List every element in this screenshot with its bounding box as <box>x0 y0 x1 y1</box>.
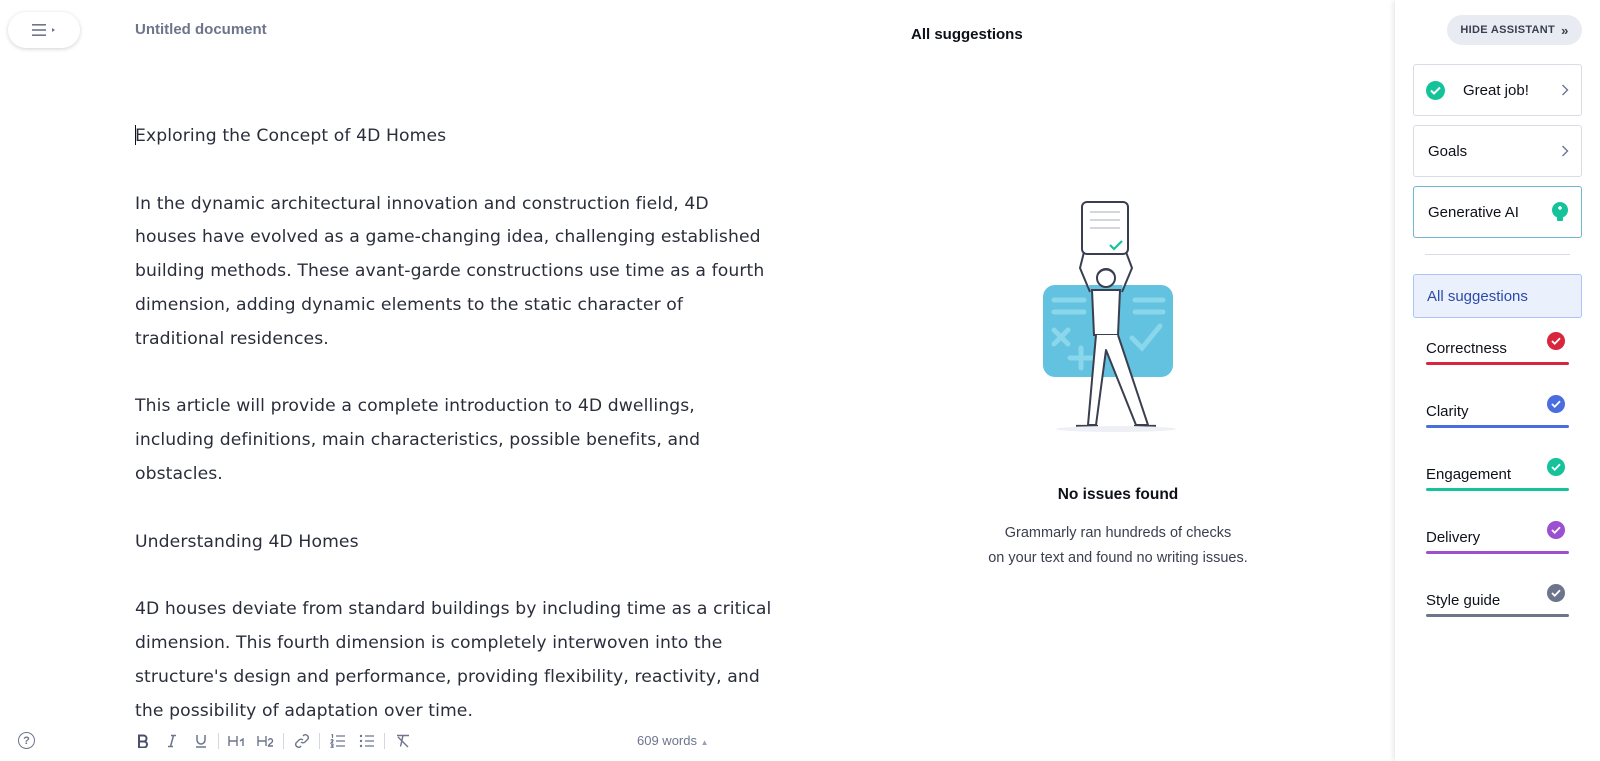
paragraph: 4D houses deviate from standard buildings by including time as a critical dimension. This fourth dimension is completely interwoven into the structure's design and performance, providing flexibility, reactivity, and the possibility of adaptation over time. <box>135 599 772 721</box>
heading1-icon <box>228 734 246 748</box>
category-delivery[interactable] <box>1426 521 1569 561</box>
category-label: Style guide <box>1426 592 1501 609</box>
section-heading: Understanding 4D Homes <box>135 531 359 552</box>
formatting-toolbar <box>128 730 417 752</box>
no-issues-description <box>918 521 1318 571</box>
double-chevron-right-icon: » <box>1561 22 1569 38</box>
heading2-icon <box>257 734 275 748</box>
heading-text: Exploring the Concept of 4D Homes <box>135 126 447 146</box>
category-clarity[interactable] <box>1426 395 1569 435</box>
heading1-button[interactable] <box>222 730 251 752</box>
assistant-sidebar <box>1395 0 1600 761</box>
document-editor[interactable] <box>135 120 775 761</box>
category-engagement[interactable] <box>1426 458 1569 498</box>
category-bar <box>1426 425 1569 428</box>
success-check-icon <box>1426 81 1445 100</box>
category-bar <box>1426 362 1569 365</box>
no-issues-title: No issues found <box>1057 486 1179 503</box>
chevron-right-icon <box>1561 145 1569 157</box>
check-icon <box>1547 332 1565 350</box>
check-icon <box>1547 458 1565 476</box>
underline-button[interactable] <box>186 730 215 752</box>
bold-icon <box>136 734 150 748</box>
bold-button[interactable] <box>128 730 157 752</box>
check-icon <box>1547 521 1565 539</box>
no-issues-illustration <box>1040 200 1190 440</box>
paragraph: In the dynamic architectural innovation and construction field, 4D houses have evolved as a game-changing idea, challenging established building methods. These avant-garde constructions use time as a fourth dimension, adding dynamic elements to the static character of traditional residences. <box>135 193 765 349</box>
link-icon <box>294 733 310 749</box>
description-line: Grammarly ran hundreds of checks <box>1004 525 1232 541</box>
all-suggestions-label: All suggestions <box>1427 287 1528 305</box>
toolbar-divider <box>319 733 320 749</box>
ordered-list-icon <box>330 734 346 748</box>
help-button[interactable] <box>18 732 35 749</box>
link-button[interactable] <box>287 730 316 752</box>
sidebar-divider <box>1425 254 1570 255</box>
clear-format-button[interactable] <box>388 730 417 752</box>
suggestions-title: All suggestions <box>911 26 1023 43</box>
category-label: Correctness <box>1426 340 1507 357</box>
heading2-button[interactable] <box>251 730 280 752</box>
menu-icon <box>30 22 58 38</box>
ordered-list-button[interactable] <box>323 730 352 752</box>
hide-assistant-button[interactable] <box>1447 15 1582 45</box>
help-icon: ? <box>23 734 30 747</box>
chevron-right-icon <box>1561 84 1569 96</box>
bullet-list-icon <box>359 734 375 748</box>
generative-ai-label: Generative AI <box>1428 203 1519 221</box>
goals-card[interactable] <box>1413 125 1582 177</box>
check-icon <box>1547 395 1565 413</box>
category-label: Engagement <box>1426 466 1512 483</box>
italic-icon <box>165 734 179 748</box>
hide-assistant-label: HIDE ASSISTANT <box>1460 24 1556 36</box>
word-count[interactable] <box>637 733 709 748</box>
italic-button[interactable] <box>157 730 186 752</box>
toolbar-divider <box>283 733 284 749</box>
category-correctness[interactable] <box>1426 332 1569 372</box>
paragraph: This article will provide a complete introduction to 4D dwellings, including definitions, main characteristics, possible benefits, and obstacles. <box>135 396 701 484</box>
category-bar <box>1426 614 1569 617</box>
word-count-label: 609 words <box>637 733 697 748</box>
toolbar-divider <box>218 733 219 749</box>
description-line: on your text and found no writing issues. <box>988 550 1248 566</box>
check-icon <box>1547 584 1565 602</box>
generative-ai-card[interactable] <box>1413 186 1582 238</box>
toolbar-divider <box>384 733 385 749</box>
document-title[interactable]: Untitled document <box>135 21 267 38</box>
bullet-list-button[interactable] <box>352 730 381 752</box>
great-job-label: Great job! <box>1463 81 1529 99</box>
great-job-card[interactable] <box>1413 64 1582 116</box>
underline-icon <box>194 734 208 748</box>
all-suggestions-tab[interactable] <box>1413 274 1582 318</box>
category-label: Clarity <box>1426 403 1469 420</box>
menu-toggle-button[interactable] <box>8 12 80 48</box>
category-bar <box>1426 488 1569 491</box>
category-label: Delivery <box>1426 529 1481 546</box>
clear-format-icon <box>395 734 411 748</box>
category-bar <box>1426 551 1569 554</box>
category-style-guide[interactable] <box>1426 584 1569 624</box>
lightbulb-icon <box>1551 201 1569 223</box>
caret-up-icon: ▲ <box>700 738 709 747</box>
document-heading <box>135 120 775 154</box>
goals-label: Goals <box>1428 142 1468 160</box>
